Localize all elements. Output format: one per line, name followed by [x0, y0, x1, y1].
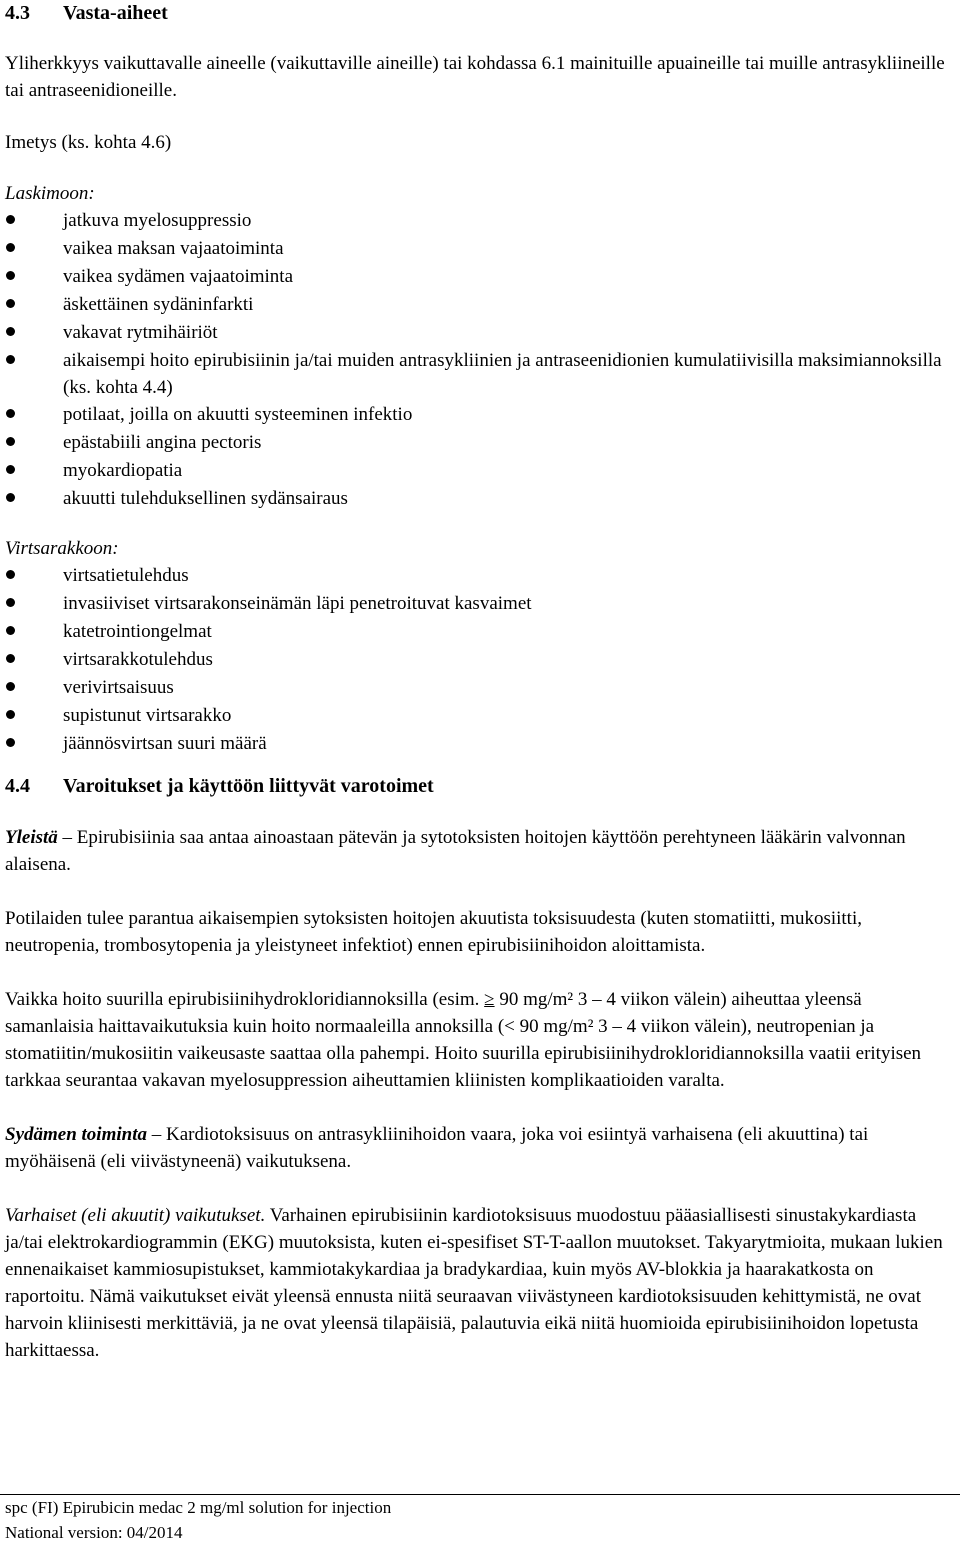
section-heading-4-4 [5, 773, 955, 799]
bullet-icon [6, 710, 15, 719]
section-title: Vasta-aiheet [63, 2, 168, 24]
bullet-icon [6, 626, 15, 635]
breastfeeding-paragraph: Imetys (ks. kohta 4.6) [5, 132, 172, 153]
bullet-icon [6, 215, 15, 224]
bullet-icon [6, 271, 15, 280]
general-paragraph: Yleistä – Epirubisiinia saa antaa ainoastaan pätevän ja sytotoksisten hoitojen käyttöön perehtyneen lääkärin valvonnan alaisena. [5, 827, 906, 875]
list-item: vaikea maksan vajaatoiminta [5, 235, 955, 263]
bullet-icon [6, 598, 15, 607]
early-effects-label: Varhaiset (eli akuutit) vaikutukset. [5, 1205, 266, 1226]
list-item: supistunut virtsarakko [5, 702, 955, 730]
cardiac-function-paragraph: Sydämen toiminta – Kardiotoksisuus on antrasykliinihoidon vaara, joka voi esiintyä varhaisena (eli akuuttina) tai myöhäisenä (eli viivästyneenä) vaikutuksena. [5, 1124, 869, 1172]
section-heading-4-3 [5, 0, 955, 26]
bullet-icon [6, 409, 15, 418]
bullet-icon [6, 682, 15, 691]
general-label: Yleistä [5, 827, 58, 848]
section-number: 4.4 [5, 775, 30, 797]
list-item: äskettäinen sydäninfarkti [5, 291, 955, 319]
list-item: epästabiili angina pectoris [5, 429, 955, 457]
intravenous-label: Laskimoon: [5, 183, 95, 204]
list-item: invasiiviset virtsarakonseinämän läpi penetroituvat kasvaimet [5, 590, 955, 618]
early-effects-paragraph: Varhaiset (eli akuutit) vaikutukset. Varhainen epirubisiinin kardiotoksisuus muodostuu pääasiallisesti sinustakykardiasta ja/tai elektrokardiogrammin (EKG) muutoksista, kuten ei-spesifiset ST-T-aallon muutokset. Takyarytmioita, mukaan lukien ennenaikaiset kammiosupistukset, kammiotakykardiaa ja bradykardiaa, kuin myös AV-blokkia ja haarakatkosta on raportoitu. Nämä vaikutukset eivät yleensä ennusta niitä seuraavan viivästyneen kardiotoksisuuden kehittymistä, ne ovat harvoin kliinisesti merkittäviä, ja ne ovat yleensä tilapäisiä, palautuvia eikä niitä huomioida epirubisiinihoidon lopetusta harkittaessa. [5, 1205, 943, 1361]
bullet-icon [6, 355, 15, 364]
list-item: potilaat, joilla on akuutti systeeminen infektio [5, 401, 955, 429]
hypersensitivity-paragraph: Yliherkkyys vaikuttavalle aineelle (vaikuttaville aineille) tai kohdassa 6.1 mainituille apuaineille tai muille antrasykliineille tai antraseenidioneille. [5, 53, 945, 101]
bullet-icon [6, 437, 15, 446]
bullet-icon [6, 327, 15, 336]
bullet-icon [6, 465, 15, 474]
list-item: verivirtsaisuus [5, 674, 955, 702]
list-item: jatkuva myelosuppressio [5, 207, 955, 235]
bullet-icon [6, 738, 15, 747]
list-item: vaikea sydämen vajaatoiminta [5, 263, 955, 291]
bullet-icon [6, 570, 15, 579]
page-footer [0, 1494, 960, 1545]
bullet-icon [6, 299, 15, 308]
intravenous-list [5, 207, 955, 513]
list-item: virtsatietulehdus [5, 562, 955, 590]
bladder-list [5, 562, 955, 758]
high-dose-paragraph: Vaikka hoito suurilla epirubisiinihydrokloridiannoksilla (esim. ≥ 90 mg/m² 3 – 4 viikon välein) aiheuttaa yleensä samanlaisia haittavaikutuksia kuin hoito normaaleilla annoksilla (< 90 mg/m² 3 – 4 viikon välein), neutropenian ja stomatiitin/mukosiitin vaikeusaste saattaa olla pahempi. Hoito suurilla epirubisiinihydrokloridiannoksilla vaatii erityisen tarkkaa seurantaa vakavan myelosuppression aiheuttamien kliinisten komplikaatioiden varalta. [5, 989, 922, 1091]
list-item: akuutti tulehduksellinen sydänsairaus [5, 485, 955, 513]
bullet-icon [6, 243, 15, 252]
greater-equal-symbol: ≥ [484, 989, 495, 1010]
list-item: jäännösvirtsan suuri määrä [5, 730, 955, 758]
section-number: 4.3 [5, 2, 30, 24]
section-title: Varoitukset ja käyttöön liittyvät varotoimet [63, 775, 434, 797]
list-item: katetrointiongelmat [5, 618, 955, 646]
bladder-label: Virtsarakkoon: [5, 538, 119, 559]
list-item: aikaisempi hoito epirubisiinin ja/tai muiden antrasykliinien ja antraseenidionien kumulatiivisilla maksimiannoksilla (ks. kohta 4.4) [5, 347, 955, 401]
bullet-icon [6, 493, 15, 502]
cardiac-function-label: Sydämen toiminta [5, 1124, 147, 1145]
recovery-paragraph: Potilaiden tulee parantua aikaisempien sytoksisten hoitojen akuutista toksisuudesta (kuten stomatiitti, mukosiitti, neutropenia, trombosytopenia ja yleistyneet infektiot) ennen epirubisiinihoidon aloittamista. [5, 908, 862, 956]
document-page [5, 0, 955, 1364]
bullet-icon [6, 654, 15, 663]
list-item: vakavat rytmihäiriöt [5, 319, 955, 347]
footer-version-line: National version: 04/2014 [5, 1523, 183, 1542]
list-item: myokardiopatia [5, 457, 955, 485]
footer-product-line: spc (FI) Epirubicin medac 2 mg/ml solution for injection [5, 1498, 392, 1517]
list-item: virtsarakkotulehdus [5, 646, 955, 674]
